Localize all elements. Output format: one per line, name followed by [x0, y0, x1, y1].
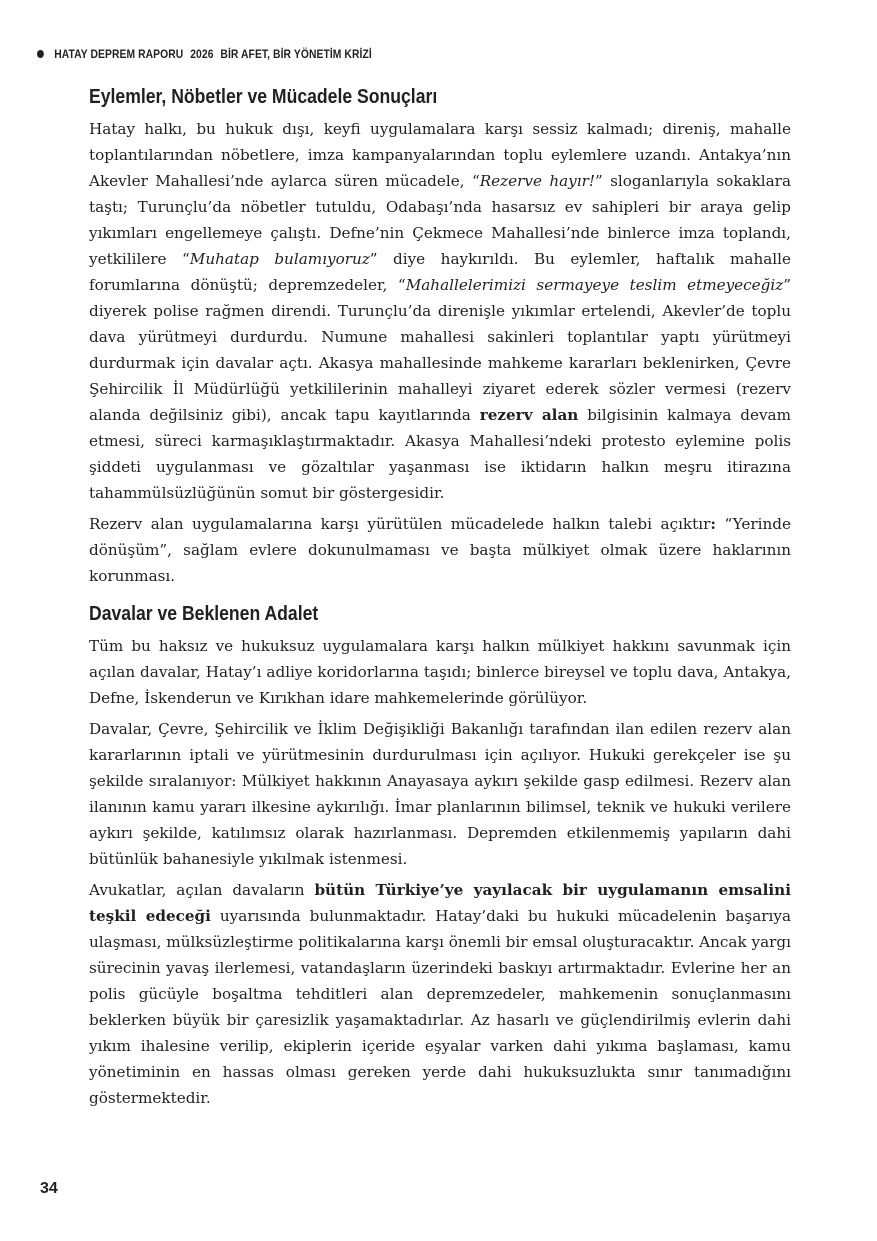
report-title: HATAY DEPREM RAPORU: [54, 47, 184, 61]
bold-emsal-uyari: bütün Türkiye’ye yayılacak bir uygulamanın emsalini teşkil edeceği: [89, 881, 791, 925]
paragraph-davalar-1: Tüm bu haksız ve hukuksuz uygulamalara karşı halkın mülkiyet hakkını savunmak için açılan davalar, Hatay’ı adliye koridorlarına taşıdı; binlerce bireysel ve toplu dava, Antakya, Defne, İskenderun ve Kırıkhan idare mahkemelerinde görülüyor.: [89, 637, 791, 707]
section-heading-eylemler: Eylemler, Nöbetler ve Mücadele Sonuçları: [89, 86, 438, 108]
bold-rezerv-alan: rezerv alan: [479, 406, 579, 424]
running-header: [37, 44, 372, 64]
paragraph-eylemler-1: Hatay halkı, bu hukuk dışı, keyfi uygulamalara karşı sessiz kalmadı; direniş, mahalle toplantılarından nöbetlere, imza kampanyalarından toplu eylemlere uzandı. Antakya’nın Akevler Mahallesi’nde aylarca süren mücadele, “Rezerve hayır!” sloganlarıyla sokaklara taştı; Turunçlu’da nöbetler tutuldu, Odabaşı’nda hasarsız ev sahipleri bir araya gelip yıkımları engellemeye çalıştı. Defne’nin Çekmece Mahallesi’nde binlerce imza toplandı, yetkililere “Muhatap bulamıyoruz” diye haykırıldı. Bu eylemler, haftalık mahalle forumlarına dönüştü; depremzedeler, “Mahallelerimizi sermayeye teslim etmeyeceğiz” diyerek polise rağmen direndi. Turunçlu’da direnişle yıkımlar ertelendi, Akevler’de toplu dava yürütmeyi durdurdu. Numune mahallesi sakinleri toplantılar yaptı yürütmeyi durdurmak için davalar açtı. Akasya mahallesinde mahkeme kararları beklenirken, Çevre Şehircilik İl Müdürlüğü yetkililerinin mahalleyi ziyaret ederek sözler vermesi (rezerv alanda değilsiniz gibi), ancak tapu kayıtlarında rezerv alan bilgisinin kalmaya devam etmesi, süreci karmaşıklaştırmaktadır. Akasya Mahallesi’ndeki protesto eylemine polis şiddeti uygulanması ve gözaltılar yaşanması ise iktidarın halkın meşru itirazına tahammülsüzlüğünün somut bir göstergesidir.: [89, 120, 792, 502]
quote-mahallelerimizi: Mahallelerimizi sermayeye teslim etmeyeceğiz: [405, 276, 784, 294]
main-content: [89, 84, 791, 1116]
paragraph-davalar-2: Davalar, Çevre, Şehircilik ve İklim Değişikliği Bakanlığı tarafından ilan edilen rezerv alan kararlarının iptali ve yürütmesinin durdurulması için açılıyor. Hukuki gerekçeler ise şu şekilde sıralanıyor: Mülkiyet hakkının Anayasaya aykırı şekilde gasp edilmesi. Rezerv alan ilanının kamu yararı ilkesine aykırılığı. İmar planlarının bilimsel, teknik ve hukuki verilere aykırı şekilde, katılımsız olarak hazırlanması. Depremden etkilenmemiş yapıların dahi bütünlük bahanesiyle yıkılmak istenmesi.: [89, 720, 791, 868]
quote-muhatap-bulamiyoruz: Muhatap bulamıyoruz: [189, 250, 370, 268]
bullet-icon: [37, 50, 44, 58]
report-subtitle: BİR AFET, BİR YÖNETİM KRİZİ: [220, 47, 372, 61]
page-number: 34: [40, 1180, 58, 1197]
paragraph-davalar-3: Avukatlar, açılan davaların bütün Türkiye’ye yayılacak bir uygulamanın emsalini teşkil edeceği uyarısında bulunmaktadır. Hatay’daki bu hukuki mücadelenin başarıya ulaşması, mülksüzleştirme politikalarına karşı önemli bir emsal oluşturacaktır. Ancak yargı sürecinin yavaş ilerlemesi, vatandaşların üzerindeki baskıyı artırmaktadır. Evlerine her an polis gücüyle boşaltma tehditleri alan depremzedeler, mahkemenin sonuçlanmasını beklerken büyük bir çaresizlik yaşamaktadırlar. Az hasarlı ve güçlendirilmiş evlerin dahi yıkım ihalesine verilip, ekiplerin içeride eşyalar varken dahi yıkıma başlaması, kamu yönetiminin en hassas olması gereken yerde dahi hukuksuzlukta sınır tanımadığını göstermektedir.: [89, 881, 791, 1107]
section-heading-davalar: Davalar ve Beklenen Adalet: [89, 603, 319, 625]
quote-rezerve-hayir: Rezerve hayır!: [479, 172, 595, 190]
paragraph-eylemler-2: Rezerv alan uygulamalarına karşı yürütülen mücadelede halkın talebi açıktır: “Yerinde dönüşüm”, sağlam evlere dokunulmaması ve başta mülkiyet olmak üzere haklarının korunması.: [89, 515, 791, 585]
report-year: 2026: [190, 47, 214, 61]
